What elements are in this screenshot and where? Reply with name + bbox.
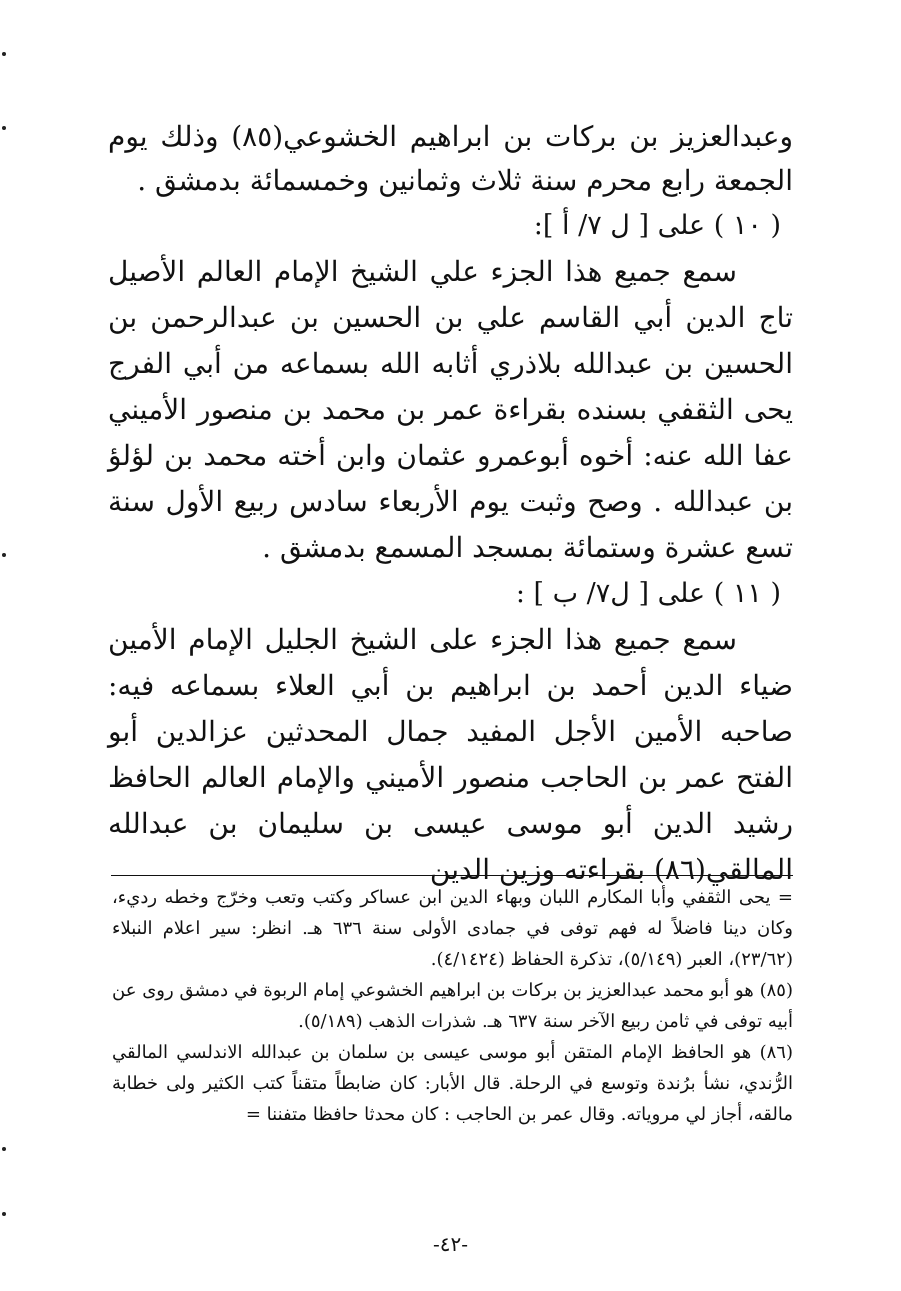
page-number: -٤٢- [432, 1232, 468, 1256]
section-heading-11: ( ١١ ) على [ ل٧/ ب ] : [515, 578, 781, 609]
footnotes [112, 882, 793, 1130]
paragraph-intro: وعبدالعزيز بن بركات بن ابراهيم الخشوعي(٨٥) وذلك يوم الجمعة رابع محرم سنة ثلاث وثمانين وخمسمائة بدمشق . [108, 120, 794, 197]
edge-mark [2, 126, 6, 130]
edge-mark [2, 1212, 6, 1216]
footnote-86-text: هو الحافظ الإمام المتقن أبو موسى عيسى بن سلمان بن عبدالله الاندلسي المالقي الرُّندي، نشأ برُندة وتوسع في الرحلة. قال الأبار: كان ضابطاً متقناً كتب الكثير ولى خطابة مالقه، أجاز لي مروياته. وقال عمر بن الحاجب : كان محدثا حافظا متفننا = [112, 1042, 793, 1125]
footnote-separator [111, 875, 793, 876]
footnote-85-label: (٨٥) [759, 980, 793, 1001]
edge-mark [2, 553, 6, 557]
section-heading-10: ( ١٠ ) على [ ل ٧/ أ ]: [533, 210, 781, 241]
paragraph-audition-10: سمع جميع هذا الجزء علي الشيخ الإمام العالم الأصيل تاج الدين أبي القاسم علي بن الحسين بن عبدالرحمن بن الحسين بن عبدالله بلاذري أثابه الله بسماعه من أبي الفرج يحى الثقفي بسنده بقراءة عمر بن محمد بن منصور الأميني عفا الله عنه: أخوه أبوعمرو عثمان وابن أخته محمد بن لؤلؤ بن عبدالله . وصح وثبت يوم الأربعاء سادس ربيع الأول سنة تسع عشرة وستمائة بمسجد المسمع بدمشق . [108, 255, 793, 564]
footnote-85 [112, 975, 793, 1037]
footnote-85-text: هو أبو محمد عبدالعزيز بن بركات بن ابراهيم الخشوعي إمام الربوة في دمشق روى عن أبيه توفى في ثامن ربيع الآخر سنة ٦٣٧ هـ. شذرات الذهب (٥/١٨٩). [112, 980, 793, 1032]
edge-mark [2, 52, 6, 56]
main-text [108, 115, 793, 893]
edge-mark [2, 1147, 6, 1151]
footnote-86-label: (٨٦) [759, 1042, 793, 1063]
paragraph-audition-11: سمع جميع هذا الجزء على الشيخ الجليل الإمام الأمين ضياء الدين أحمد بن ابراهيم بن أبي العلاء بسماعه فيه: صاحبه الأمين الأجل المفيد جمال المحدثين عزالدين أبو الفتح عمر بن الحاجب منصور الأميني والإمام العالم الحافظ رشيد الدين أبو موسى عيسى بن سليمان بن عبدالله المالقي(٨٦) بقراءته وزين الدين [108, 623, 793, 886]
footnote-continuation: = يحى الثقفي وأبا المكارم اللبان وبهاء الدين ابن عساكر وكتب وتعب وخرّج وخطه رديء، وكان دينا فاضلاً له فهم توفى في جمادى الأولى سنة ٦٣٦ هـ. انظر: سير اعلام النبلاء (٢٣/٦٢)، العبر (٥/١٤٩)، تذكرة الحفاظ (٤/١٤٢٤). [112, 887, 793, 970]
footnote-86 [112, 1037, 793, 1130]
